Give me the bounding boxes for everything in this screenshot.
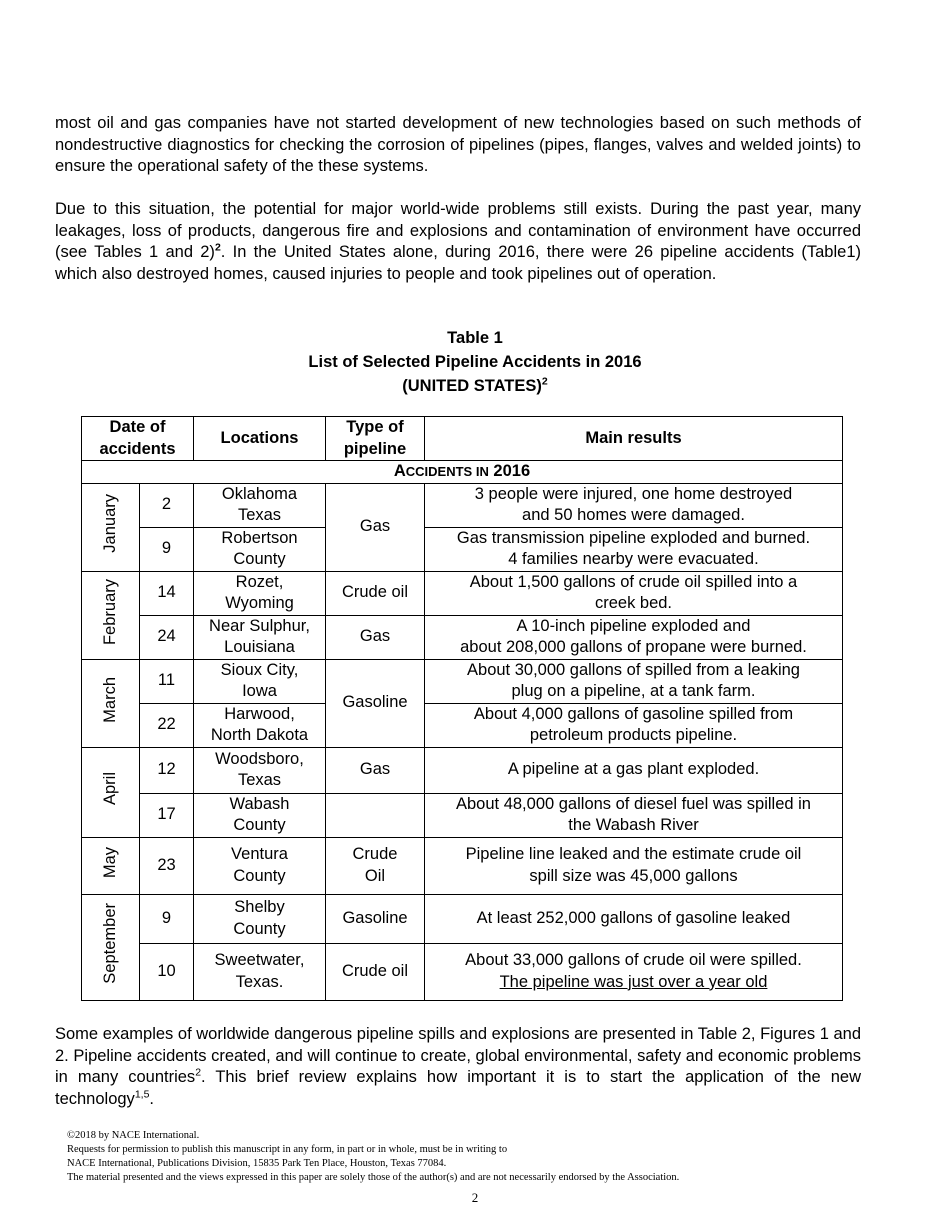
day-cell: 9 bbox=[140, 894, 194, 943]
month-cell bbox=[82, 837, 140, 894]
footer-line: ©2018 by NACE International. bbox=[67, 1130, 200, 1141]
day-cell: 14 bbox=[140, 571, 194, 615]
section-title-rest: CCIDENTS IN bbox=[405, 464, 489, 479]
day-cell: 12 bbox=[140, 747, 194, 793]
citation-superscript: 2 bbox=[214, 241, 221, 254]
location-line2: Louisiana bbox=[224, 638, 295, 656]
result-cell bbox=[425, 943, 843, 1000]
copyright-footer bbox=[67, 1129, 679, 1185]
result-cell bbox=[425, 793, 843, 837]
location-line1: Shelby bbox=[234, 898, 285, 916]
paragraph-situation-text-a: Due to this situation, the potential for major world-wide problems still exists. During the past year, many leakages, loss of products, dangerous fire and explosions and contamination of environment have occurred (see Tables 1 and 2) bbox=[55, 200, 861, 261]
footer-line: Requests for permission to publish this manuscript in any form, in part or in whole, must be in writing to bbox=[67, 1144, 508, 1155]
result-line2: plug on a pipeline, at a tank farm. bbox=[511, 682, 756, 700]
day-cell: 2 bbox=[140, 483, 194, 527]
day-cell: 24 bbox=[140, 615, 194, 659]
result-line2: petroleum products pipeline. bbox=[529, 726, 738, 744]
location-cell bbox=[194, 571, 326, 615]
result-line1: About 33,000 gallons of crude oil were spilled. bbox=[465, 951, 802, 969]
month-cell bbox=[82, 483, 140, 571]
result-line1: A 10-inch pipeline exploded and bbox=[516, 616, 751, 635]
day-cell: 17 bbox=[140, 793, 194, 837]
month-label: September bbox=[100, 903, 119, 985]
result-line2: and 50 homes were damaged. bbox=[522, 506, 745, 524]
result-line1: 3 people were injured, one home destroyed bbox=[474, 484, 793, 503]
paragraph-examples-text-a: Some examples of worldwide dangerous pipeline spills and explosions are presented in Table 2, Figures 1 and 2. Pipeline accidents created, and will continue to create, global environmental, safety and economic problems in many countries bbox=[55, 1025, 861, 1086]
table-row bbox=[82, 943, 843, 1000]
type-cell: Crude oil bbox=[326, 943, 425, 1000]
page-number: 2 bbox=[471, 1190, 479, 1205]
table-row bbox=[82, 571, 843, 615]
result-cell bbox=[425, 703, 843, 747]
location-line1: Sioux City, bbox=[220, 660, 299, 679]
location-cell bbox=[194, 793, 326, 837]
month-label: May bbox=[100, 846, 119, 878]
table-row bbox=[82, 703, 843, 747]
month-label: April bbox=[100, 772, 119, 806]
location-line1: Robertson bbox=[221, 528, 298, 547]
table-caption-country-text: (UNITED STATES) bbox=[402, 377, 542, 395]
location-cell bbox=[194, 703, 326, 747]
result-line2: spill size was 45,000 gallons bbox=[529, 866, 738, 885]
day-cell: 23 bbox=[140, 837, 194, 894]
location-line1: Wabash bbox=[229, 794, 290, 813]
result-cell: A pipeline at a gas plant exploded. bbox=[425, 747, 843, 793]
month-cell bbox=[82, 747, 140, 837]
type-cell bbox=[326, 793, 425, 837]
table-row bbox=[82, 527, 843, 571]
location-cell bbox=[194, 894, 326, 943]
location-line1: Rozet, bbox=[235, 572, 284, 591]
location-line2: County bbox=[233, 866, 286, 885]
month-cell bbox=[82, 894, 140, 1000]
location-cell bbox=[194, 837, 326, 894]
location-cell bbox=[194, 943, 326, 1000]
table-caption-country bbox=[0, 374, 950, 398]
result-line2: 4 families nearby were evacuated. bbox=[508, 550, 759, 568]
location-cell bbox=[194, 483, 326, 527]
location-line2: Iowa bbox=[242, 682, 277, 700]
table-row bbox=[82, 659, 843, 703]
header-date-line1: Date of bbox=[109, 418, 166, 436]
location-line1: Oklahoma bbox=[221, 484, 298, 503]
result-line1: Pipeline line leaked and the estimate crude oil bbox=[465, 845, 802, 863]
header-locations: Locations bbox=[194, 417, 326, 461]
result-cell: At least 252,000 gallons of gasoline leaked bbox=[425, 894, 843, 943]
location-line2: Wyoming bbox=[225, 594, 294, 612]
table-row bbox=[82, 615, 843, 659]
table-section-row bbox=[82, 461, 843, 484]
location-cell bbox=[194, 615, 326, 659]
result-line1: About 30,000 gallons of spilled from a leaking bbox=[467, 660, 800, 679]
location-line2: County bbox=[233, 550, 286, 568]
type-cell: Gasoline bbox=[326, 894, 425, 943]
result-cell bbox=[425, 483, 843, 527]
result-line1: About 4,000 gallons of gasoline spilled from bbox=[473, 704, 794, 723]
type-cell: Gas bbox=[326, 483, 425, 571]
section-title-first: A bbox=[393, 462, 406, 480]
result-cell bbox=[425, 571, 843, 615]
location-line1: Sweetwater, bbox=[214, 951, 305, 969]
location-cell bbox=[194, 659, 326, 703]
type-cell: Gas bbox=[326, 615, 425, 659]
table-header-row bbox=[82, 417, 843, 461]
location-line2: Texas bbox=[237, 771, 282, 789]
type-line1: Crude bbox=[352, 845, 398, 863]
type-line2: Oil bbox=[364, 866, 386, 885]
result-line1: About 48,000 gallons of diesel fuel was spilled in bbox=[456, 794, 811, 813]
day-cell: 9 bbox=[140, 527, 194, 571]
paragraph-examples bbox=[55, 1024, 861, 1110]
paragraph-intro-text: most oil and gas companies have not started development of new technologies based on such methods of nondestructive diagnostics for checking the corrosion of pipelines (pipes, flanges, valves and welded joints) to ensure the operational safety of the these systems. bbox=[55, 114, 861, 175]
result-cell bbox=[425, 659, 843, 703]
paragraph-situation-text-b: . In the United States alone, during 2016, there were 26 pipeline accidents (Table1) which also destroyed homes, caused injuries to people and took pipelines out of operation. bbox=[55, 243, 861, 283]
footer-line: NACE International, Publications Division, 15835 Park Ten Place, Houston, Texas 77084. bbox=[67, 1158, 447, 1169]
result-line2: creek bed. bbox=[594, 594, 673, 612]
result-cell bbox=[425, 615, 843, 659]
pipeline-accidents-table bbox=[81, 416, 843, 1001]
table-row bbox=[82, 894, 843, 943]
type-cell: Crude oil bbox=[326, 571, 425, 615]
location-line1: Harwood, bbox=[224, 704, 295, 723]
result-cell bbox=[425, 527, 843, 571]
table-row bbox=[82, 837, 843, 894]
day-cell: 11 bbox=[140, 659, 194, 703]
location-line2: Texas. bbox=[235, 972, 284, 991]
location-line2: North Dakota bbox=[210, 726, 309, 744]
location-line1: Woodsboro, bbox=[215, 749, 304, 768]
day-cell: 22 bbox=[140, 703, 194, 747]
result-cell bbox=[425, 837, 843, 894]
location-line1: Ventura bbox=[231, 845, 288, 863]
location-line2: County bbox=[233, 919, 286, 938]
paragraph-intro bbox=[55, 113, 861, 178]
type-cell bbox=[326, 837, 425, 894]
location-line1: Near Sulphur, bbox=[209, 616, 310, 635]
header-date bbox=[82, 417, 194, 461]
location-cell bbox=[194, 527, 326, 571]
day-cell: 10 bbox=[140, 943, 194, 1000]
header-results: Main results bbox=[425, 417, 843, 461]
footer-line: The material presented and the views expressed in this paper are solely those of the author(s) and are not necessarily endorsed by the Association. bbox=[67, 1172, 680, 1183]
header-type-line2: pipeline bbox=[343, 439, 407, 458]
header-date-line2: accidents bbox=[99, 439, 176, 458]
result-line1: Gas transmission pipeline exploded and burned. bbox=[456, 528, 811, 547]
paragraph-examples-text-b: . This brief review explains how important it is to start the application of the new technology bbox=[55, 1068, 861, 1108]
section-title bbox=[82, 461, 843, 484]
paragraph-situation bbox=[55, 199, 861, 285]
month-label: March bbox=[100, 676, 119, 723]
location-cell bbox=[194, 747, 326, 793]
section-title-year: 2016 bbox=[488, 462, 531, 480]
location-line2: Texas bbox=[237, 506, 282, 524]
table-caption-number: Table 1 bbox=[447, 329, 503, 347]
month-label: January bbox=[100, 494, 119, 554]
citation-superscript: 1,5 bbox=[134, 1088, 150, 1100]
paragraph-examples-text-c: . bbox=[149, 1089, 155, 1108]
header-type-line1: Type of bbox=[346, 418, 404, 436]
table-row bbox=[82, 747, 843, 793]
result-line1: About 1,500 gallons of crude oil spilled into a bbox=[469, 572, 798, 591]
result-line2: the Wabash River bbox=[568, 816, 699, 834]
result-line2: about 208,000 gallons of propane were burned. bbox=[460, 638, 807, 656]
table-caption-title: List of Selected Pipeline Accidents in 2016 bbox=[308, 353, 642, 371]
citation-superscript: 2 bbox=[195, 1066, 202, 1079]
location-line2: County bbox=[233, 816, 286, 834]
month-cell bbox=[82, 659, 140, 747]
table-row bbox=[82, 483, 843, 527]
type-cell: Gasoline bbox=[326, 659, 425, 747]
table-caption-superscript: 2 bbox=[541, 375, 548, 388]
result-line2-underlined: The pipeline was just over a year old bbox=[499, 972, 768, 991]
table-row bbox=[82, 793, 843, 837]
header-type bbox=[326, 417, 425, 461]
month-label: February bbox=[100, 578, 119, 645]
month-cell bbox=[82, 571, 140, 659]
type-cell: Gas bbox=[326, 747, 425, 793]
